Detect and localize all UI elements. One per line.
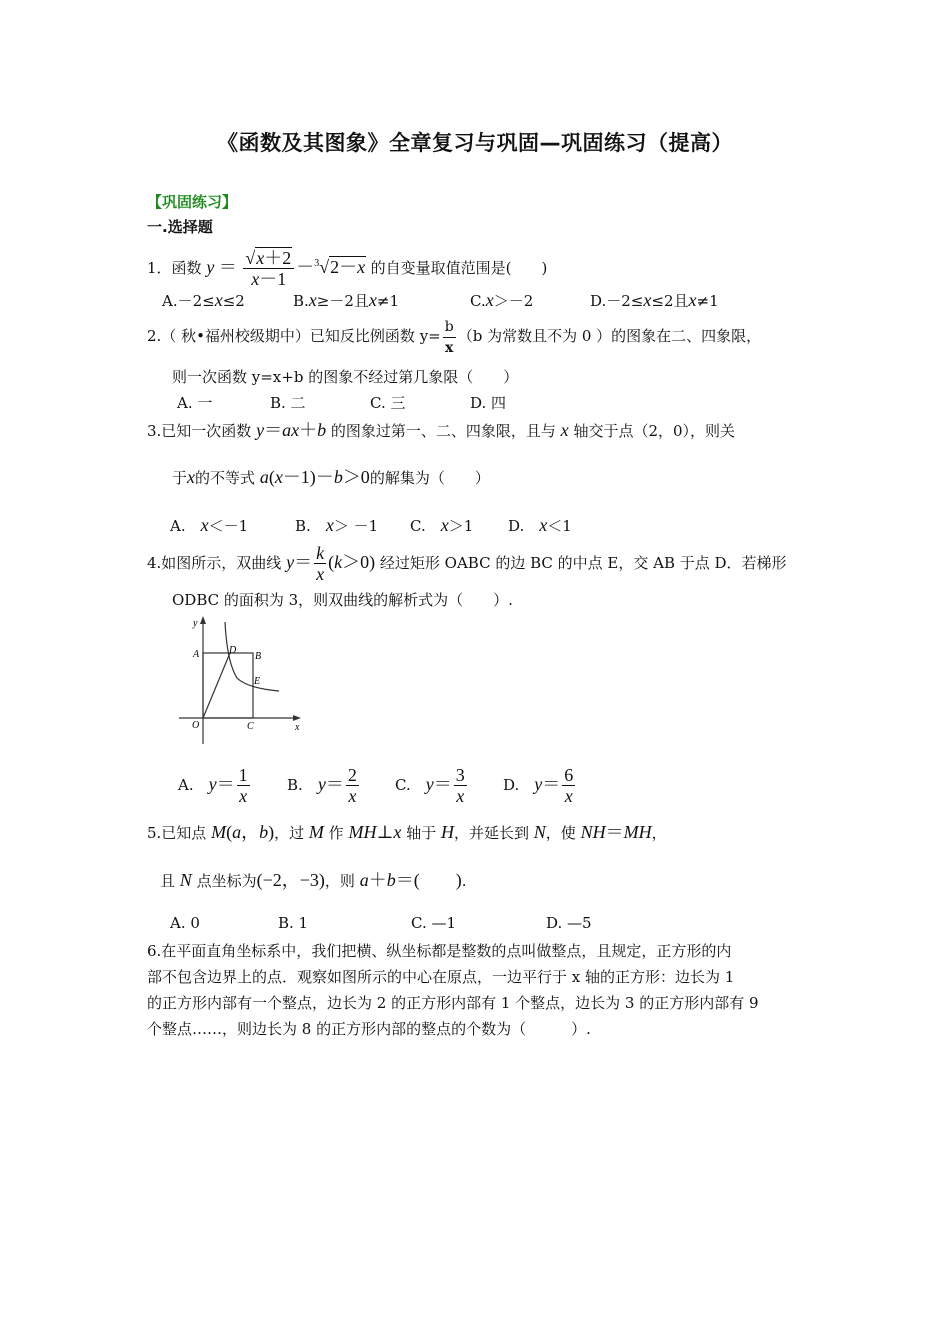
question-2-line-1: 2.（ 秋•福州校级期中）已知反比例函数 y= $\frac{b}{x}$ （b 为常数且不为 0 ）的图象在二、四象限， xyxy=(147,318,762,356)
q5-option-c: C. —1 xyxy=(411,914,457,932)
q1-option-d: D.－2≤x≤2且x≠1 xyxy=(590,290,719,310)
graph-label-b: B xyxy=(255,651,262,662)
section-label: 【巩固练习】 xyxy=(147,193,238,211)
graph-label-e: E xyxy=(254,676,261,687)
question-3-line-1: 3.已知一次函数 y＝ax＋b 的图象过第一、二、四象限，且与 x 轴交于点（2，0），则关 xyxy=(147,420,736,440)
question-1: 1．函数 y ＝ $\frac{√x+2}{x-1}$ －$^3$√2－x 的自变量取值范围是( ) xyxy=(147,248,548,290)
question-6-line-1: 6.在平面直角坐标系中，我们把横、纵坐标都是整数的点叫做整点，且规定，正方形的内 xyxy=(147,942,732,960)
q3-option-b: B. x＞ －1 xyxy=(295,515,379,535)
question-5-line-1: 5.已知点 M(a，b)，过 M 作 MH⊥x 轴于 H，并延长到 N，使 NH＝MH， xyxy=(147,822,667,842)
graph-label-o: O xyxy=(192,720,200,731)
subsection-heading: 一.选择题 xyxy=(147,218,213,236)
hyperbola-rectangle-graph xyxy=(175,612,310,747)
q1-option-b: B.x≥－2且x≠1 xyxy=(293,290,400,310)
page-title: 《函数及其图象》全章复习与巩固—巩固练习（提高） xyxy=(217,131,733,155)
q1-option-a: A.－2≤x≤2 xyxy=(162,290,245,310)
q4-option-c: C. y＝ $\frac{3}{x}$ xyxy=(395,765,465,807)
q5-option-d: D. —5 xyxy=(546,914,592,932)
graph-label-y: y xyxy=(193,618,198,629)
q1-option-c: C.x＞－2 xyxy=(470,290,534,310)
q3-option-a: A. x＜－1 xyxy=(170,515,249,535)
q2-option-c: C. 三 xyxy=(370,394,406,412)
q2-option-b: B. 二 xyxy=(270,394,306,412)
q3-option-c: C. x＞1 xyxy=(410,515,474,535)
graph-label-d: D xyxy=(229,645,237,656)
question-6-line-4: 个整点……，则边长为 8 的正方形内部的整点的个数为（ ）. xyxy=(147,1020,591,1038)
q3-option-d: D. x＜1 xyxy=(508,515,572,535)
question-5-line-2: 且 N 点坐标为(−2，−3)，则 a＋b＝( ). xyxy=(160,870,467,890)
question-2-line-2: 则一次函数 y=x+b 的图象不经过第几象限（ ） xyxy=(172,368,519,386)
q4-option-b: B. y＝ $\frac{2}{x}$ xyxy=(287,765,357,807)
q4-option-d: D. y＝ $\frac{6}{x}$ xyxy=(503,765,574,807)
graph-label-c: C xyxy=(247,721,254,732)
q1-formula: y ＝ $\frac{√x+2}{x-1}$ －$^3$√2－x xyxy=(206,248,366,290)
question-6-line-2: 部不包含边界上的点．观察如图所示的中心在原点，一边平行于 x 轴的正方形：边长为 1 xyxy=(147,968,735,986)
q4-option-a: A. y＝ $\frac{1}{x}$ xyxy=(178,765,248,807)
q5-option-b: B. 1 xyxy=(278,914,309,932)
q5-option-a: A. 0 xyxy=(170,914,200,932)
question-4-line-1: 4.如图所示，双曲线 y＝ $\frac{k}{x}$ (k＞0) 经过矩形 OABC 的边 BC 的中点 E，交 AB 于点 D．若梯形 xyxy=(147,543,787,585)
q2-option-d: D. 四 xyxy=(470,394,507,412)
question-3-line-2: 于x的不等式 a(x－1)－b＞0的解集为（ ） xyxy=(172,467,490,487)
q2-option-a: A. 一 xyxy=(177,394,213,412)
question-4-line-2: ODBC 的面积为 3，则双曲线的解析式为（ ）. xyxy=(172,591,513,609)
question-6-line-3: 的正方形内部有一个整点，边长为 2 的正方形内部有 1 个整点，边长为 3 的正方形内部有 9 xyxy=(147,994,759,1012)
graph-label-x: x xyxy=(295,722,300,733)
graph-label-a: A xyxy=(193,649,200,660)
